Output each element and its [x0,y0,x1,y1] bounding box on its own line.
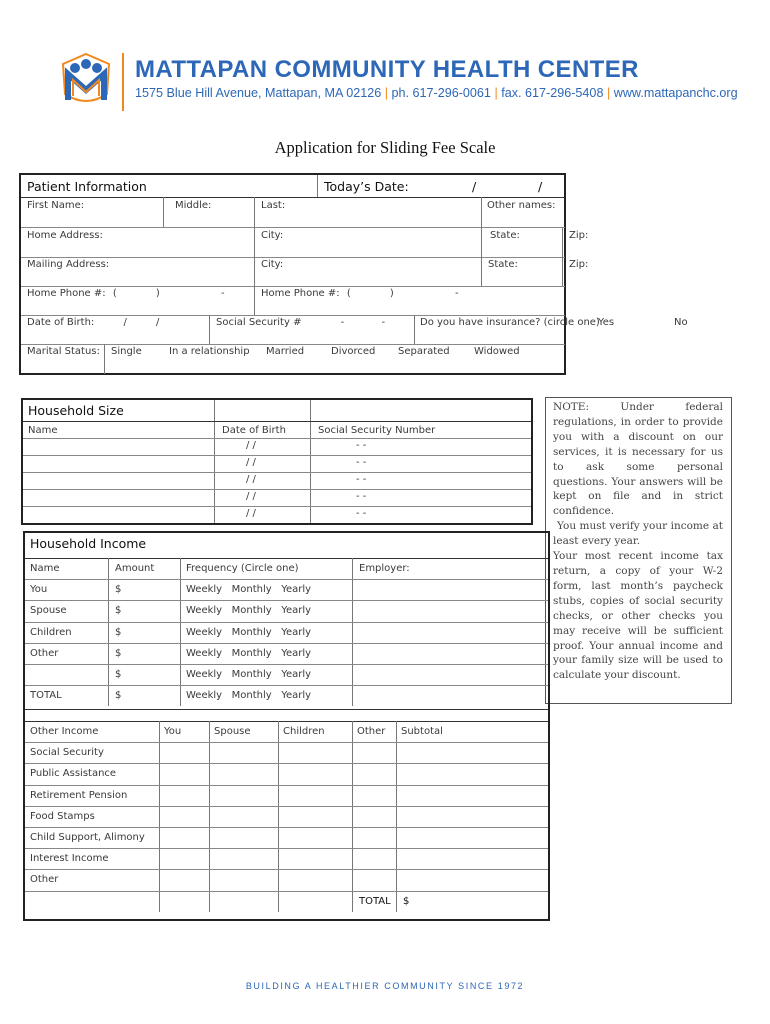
ssn-field[interactable] [216,317,385,328]
income-amount-field[interactable]: $ [115,605,122,617]
paren-close: ) [155,288,160,299]
header-divider [317,175,318,197]
marital-option-married[interactable]: Married [266,346,305,357]
paren-open: ( [346,288,351,299]
col-header-name: Name [30,563,60,574]
income-frequency-options[interactable]: Weekly Monthly Yearly [186,626,312,638]
form-title: Application for Sliding Fee Scale [274,138,496,157]
income-row-label: Children [30,626,72,638]
other-income-col-header: You [164,726,182,737]
col-header-dob: Date of Birth [222,425,286,436]
marital-option-relationship[interactable]: In a relationship [169,346,250,357]
col-header-frequency: Frequency (Circle one) [186,563,299,574]
col-header-name: Name [28,425,58,436]
income-employer-field[interactable] [359,627,539,639]
row-divider [25,622,548,623]
note-paragraph-2: You must verify your income at least every year. [553,520,723,548]
row-divider [25,685,548,686]
other-income-row-label: Other [30,874,59,886]
income-frequency-options[interactable]: Weekly Monthly Yearly [186,647,312,659]
row-divider [21,197,565,198]
income-employer-field[interactable] [359,584,539,596]
household-member-dob-field[interactable]: / / [246,491,256,502]
row-divider [23,489,531,490]
row-divider [25,664,548,665]
mailing-state-field[interactable]: State: [488,259,518,270]
other-income-col-header: Spouse [214,726,251,737]
org-phone: ph. 617-296-0061 [391,86,491,100]
other-income-amount-field[interactable] [354,850,394,867]
marital-option-divorced[interactable]: Divorced [331,346,376,357]
home-zip-field[interactable]: Zip: [569,230,589,241]
other-income-amount-field[interactable] [354,744,394,761]
other-income-row-label: Social Security [30,747,104,759]
other-income-col-header: Subtotal [401,726,443,737]
income-employer-field[interactable] [359,648,539,660]
home-phone-label: Home Phone #: [27,288,106,299]
other-income-row-label: Child Support, Alimony [30,832,145,843]
row-divider [21,286,565,287]
date-slash: / [472,179,477,194]
org-contact [135,86,738,100]
org-website[interactable]: www.mattapanchc.org [613,86,738,100]
marital-option-single[interactable]: Single [111,346,142,357]
other-income-amount-field[interactable] [161,871,207,888]
dob-slash: / [123,317,127,328]
row-divider [25,579,548,580]
middle-name-field[interactable]: Middle: [175,200,212,211]
household-member-dob-field[interactable]: / / [246,440,256,451]
income-amount-field[interactable]: $ [115,626,122,638]
other-income-amount-field[interactable] [354,829,394,846]
other-income-amount-field[interactable] [280,744,350,761]
income-frequency-options[interactable]: Weekly Monthly Yearly [186,690,312,702]
col-header-employer: Employer: [359,563,410,574]
cell-divider [562,257,563,286]
phone-dash: - [221,288,225,299]
income-employer-field[interactable] [359,690,539,702]
other-income-amount-field[interactable] [280,850,350,867]
row-divider [25,891,548,892]
other-income-amount-field[interactable] [161,808,207,825]
cell-divider [481,197,482,227]
income-frequency-options[interactable]: Weekly Monthly Yearly [186,669,312,680]
mailing-address-field[interactable]: Mailing Address: [27,259,110,270]
date-slash: / [538,179,543,194]
cell-divider [396,721,397,912]
home-state-field[interactable]: State: [490,230,520,241]
other-income-amount-field[interactable] [280,829,350,846]
household-member-dob-field[interactable]: / / [246,474,256,485]
cell-divider [562,227,563,257]
other-income-amount-field[interactable] [398,787,546,804]
other-income-row-label: Public Assistance [30,768,117,780]
other-income-amount-field[interactable] [161,744,207,761]
other-income-amount-field[interactable] [354,787,394,804]
row-divider [25,848,548,849]
cell-divider [180,558,181,706]
marital-status-label: Marital Status: [27,346,100,357]
footer-tagline: BUILDING A HEALTHIER COMMUNITY SINCE 1972 [245,981,525,991]
home-phone-label-2: Home Phone #: [261,288,340,299]
household-member-name-field[interactable] [28,457,208,469]
income-frequency-options[interactable]: Weekly Monthly Yearly [186,584,312,596]
row-divider [25,600,548,601]
other-income-amount-field[interactable] [280,871,350,888]
cell-divider [104,344,105,374]
cell-divider [481,257,482,286]
household-income-title: Household Income [30,536,147,551]
other-income-amount-field[interactable] [211,787,276,804]
other-income-col-header: Other Income [30,726,99,737]
row-divider [25,643,548,644]
row-divider [21,227,565,228]
row-divider [25,806,548,807]
org-address: 1575 Blue Hill Avenue, Mattapan, MA 02126 [135,86,382,100]
other-income-row-label: Interest Income [30,853,109,865]
other-income-amount-field[interactable] [280,808,350,825]
cell-divider [414,315,415,344]
home-address-field[interactable]: Home Address: [27,230,103,241]
other-income-row-label: Retirement Pension [30,789,128,801]
income-row-label: TOTAL [30,690,62,702]
cell-divider [310,400,311,523]
section-divider [25,721,548,722]
other-income-amount-field[interactable] [161,829,207,846]
cell-divider [254,257,255,286]
income-frequency-options[interactable]: Weekly Monthly Yearly [186,605,312,617]
todays-date-label: Today’s Date: [324,179,409,194]
cell-divider [163,197,164,227]
dob-slash: / [156,317,160,328]
other-income-total-field[interactable]: $ [403,895,410,907]
household-member-ssn-field[interactable]: - - [356,457,367,468]
household-size-title: Household Size [28,403,124,418]
row-divider [23,472,531,473]
household-member-ssn-field[interactable]: - - [356,508,367,519]
household-member-name-field[interactable] [28,474,208,486]
household-member-name-field[interactable] [28,440,208,452]
home-city-field[interactable]: City: [261,230,284,241]
other-income-amount-field[interactable] [354,765,394,782]
income-amount-field[interactable]: $ [115,669,122,680]
cell-divider [209,315,210,344]
paren-close: ) [389,288,394,299]
contact-separator: | [606,86,611,100]
cell-divider [209,721,210,912]
household-member-name-field[interactable] [28,491,208,503]
other-income-amount-field[interactable] [398,765,546,782]
other-income-amount-field[interactable] [280,787,350,804]
note-text [553,400,723,683]
marital-option-separated[interactable]: Separated [398,346,450,357]
income-employer-field[interactable] [359,605,539,617]
other-income-amount-field[interactable] [398,829,546,846]
insurance-question: Do you have insurance? (circle one) [420,317,600,328]
cell-divider [352,721,353,912]
dob-field[interactable] [27,317,159,328]
other-income-amount-field[interactable] [280,765,350,782]
dob-label: Date of Birth: [27,317,95,328]
col-header-ssn: Social Security Number [318,425,436,436]
other-income-amount-field[interactable] [398,744,546,761]
other-income-row-label: Food Stamps [30,810,95,822]
cell-divider [159,721,160,912]
paren-open: ( [112,288,117,299]
income-amount-field[interactable]: $ [115,647,122,659]
home-phone-field-2[interactable] [261,288,459,299]
home-phone-field[interactable] [27,288,225,299]
note-paragraph-1: NOTE: Under federal regulations, in order to provide you with a discount on our services, it is necessary for us to ask some personal questions. Your answers will be kept on file and in strict confidence. [553,401,723,518]
household-member-ssn-field[interactable]: - - [356,440,367,451]
last-name-field[interactable]: Last: [261,200,286,211]
row-divider [21,315,565,316]
contact-separator: | [494,86,498,100]
row-divider [23,438,531,439]
section-divider [25,709,548,710]
org-fax: fax. 617-296-5408 [501,86,604,100]
row-divider [25,827,548,828]
phone-dash: - [455,288,459,299]
cell-divider [352,558,353,706]
row-divider [25,558,548,559]
row-divider [21,257,565,258]
first-name-field[interactable]: First Name: [27,200,85,211]
household-member-ssn-field[interactable]: - - [356,474,367,485]
other-income-amount-field[interactable] [211,829,276,846]
income-employer-field[interactable] [359,669,539,681]
other-income-amount-field[interactable] [398,871,546,888]
patient-info-title: Patient Information [27,179,147,194]
other-income-amount-field[interactable] [354,871,394,888]
other-names-field[interactable]: Other names: [487,200,556,211]
household-member-dob-field[interactable]: / / [246,508,256,519]
cell-divider [254,286,255,315]
income-row-label: Spouse [30,605,67,617]
cell-divider [254,197,255,227]
income-row-label: Other [30,647,59,659]
income-row-label: You [30,584,48,596]
cell-divider [278,721,279,912]
income-amount-field[interactable]: $ [115,584,122,596]
other-income-amount-field[interactable] [398,850,546,867]
other-income-amount-field[interactable] [211,765,276,782]
row-divider [25,763,548,764]
row-divider [25,742,548,743]
household-member-dob-field[interactable]: / / [246,457,256,468]
other-income-amount-field[interactable] [161,765,207,782]
other-income-col-header: Children [283,726,325,737]
other-income-amount-field[interactable] [211,808,276,825]
org-name: MATTAPAN COMMUNITY HEALTH CENTER [135,56,639,83]
other-income-amount-field[interactable] [161,787,207,804]
other-income-col-header: Other [357,726,386,737]
mailing-city-field[interactable]: City: [261,259,284,270]
row-divider [25,869,548,870]
mailing-zip-field[interactable]: Zip: [569,259,589,270]
other-income-amount-field[interactable] [354,808,394,825]
cell-divider [108,558,109,706]
ssn-dash: - [381,317,386,328]
cell-divider [214,400,215,523]
cell-divider [254,227,255,257]
insurance-no-option[interactable]: No [674,317,688,328]
ssn-dash: - [340,317,345,328]
marital-option-widowed[interactable]: Widowed [474,346,520,357]
household-member-ssn-field[interactable]: - - [356,491,367,502]
other-income-amount-field[interactable] [211,850,276,867]
ssn-label: Social Security # [216,317,302,328]
note-paragraph-3: Your most recent income tax return, a copy of your W-2 form, last month’s paycheck stubs, copies of social security checks, or other checks you may receive will be sufficient proof. Your annual income and your family size will be used to calculate your discount. [553,550,723,682]
row-divider [23,506,531,507]
other-income-total-label: TOTAL [359,895,391,907]
col-header-amount: Amount [115,563,155,574]
row-divider [25,785,548,786]
contact-separator: | [384,86,388,100]
row-divider [23,421,531,422]
row-divider [23,455,531,456]
insurance-yes-option[interactable]: Yes [598,317,615,328]
logo-divider [122,53,124,111]
other-income-amount-field[interactable] [211,744,276,761]
household-member-name-field[interactable] [28,508,208,520]
cell-divider [481,227,482,257]
income-amount-field[interactable]: $ [115,690,122,702]
other-income-amount-field[interactable] [161,850,207,867]
other-income-amount-field[interactable] [211,871,276,888]
other-income-amount-field[interactable] [398,808,546,825]
row-divider [21,344,565,345]
org-logo [58,50,114,110]
